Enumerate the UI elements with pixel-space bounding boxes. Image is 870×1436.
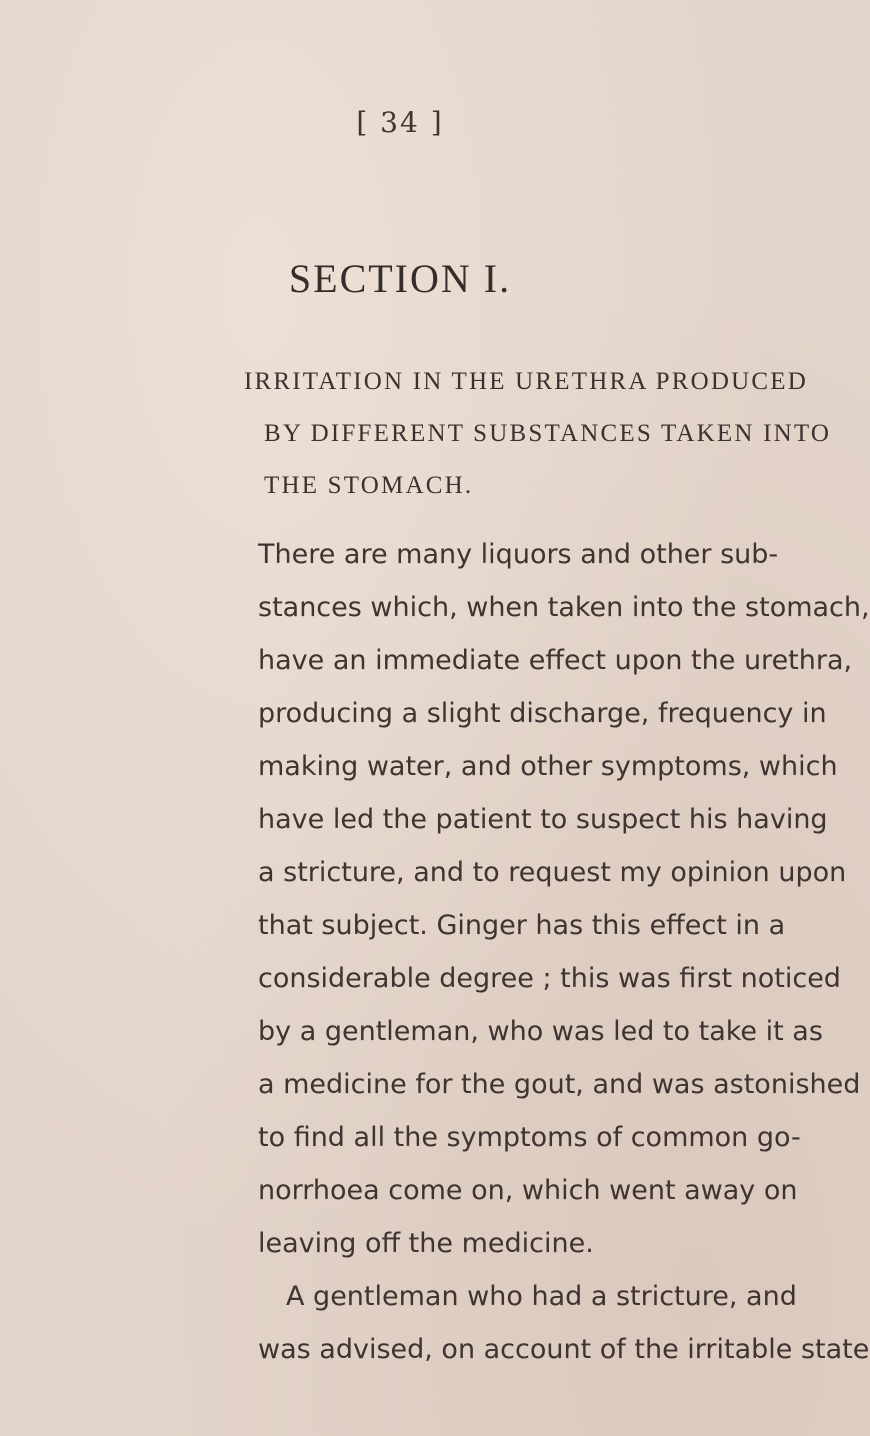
paragraph-line: There are many liquors and other sub- <box>258 539 779 570</box>
subtitle-line: BY DIFFERENT SUBSTANCES TAKEN INTO <box>264 420 832 447</box>
paragraph-line: by a gentleman, who was led to take it as <box>258 1016 823 1047</box>
paragraph-line: producing a slight discharge, frequency in <box>258 698 827 729</box>
section-heading: SECTION I. <box>288 256 512 301</box>
paragraph-line: have an immediate effect upon the urethra, <box>258 645 853 676</box>
paragraph-line: A gentleman who had a stricture, and <box>286 1281 797 1312</box>
subtitle-line: THE STOMACH. <box>264 472 474 499</box>
paragraph-line: have led the patient to suspect his having <box>258 804 828 835</box>
body-text <box>258 528 870 1376</box>
paragraph-line: stances which, when taken into the stomach, <box>258 592 870 623</box>
subtitle-line: IRRITATION IN THE URETHRA PRODUCED <box>244 368 808 395</box>
paragraph-line: leaving off the medicine. <box>258 1228 594 1259</box>
paragraph-line: to find all the symptoms of common go- <box>258 1122 801 1153</box>
paragraph-line: considerable degree ; this was first noticed <box>258 963 841 994</box>
paragraph-line: norrhoea come on, which went away on <box>258 1175 798 1206</box>
paragraph-line: that subject. Ginger has this effect in a <box>258 910 786 941</box>
paragraph-line: a stricture, and to request my opinion upon <box>258 857 847 888</box>
paragraph-line: a medicine for the gout, and was astonished <box>258 1069 861 1100</box>
page-number: [ 34 ] <box>356 106 444 139</box>
paragraph-line: making water, and other symptoms, which <box>258 751 838 782</box>
section-subtitle <box>244 356 832 512</box>
paragraph-line: was advised, on account of the irritable state <box>258 1334 870 1365</box>
